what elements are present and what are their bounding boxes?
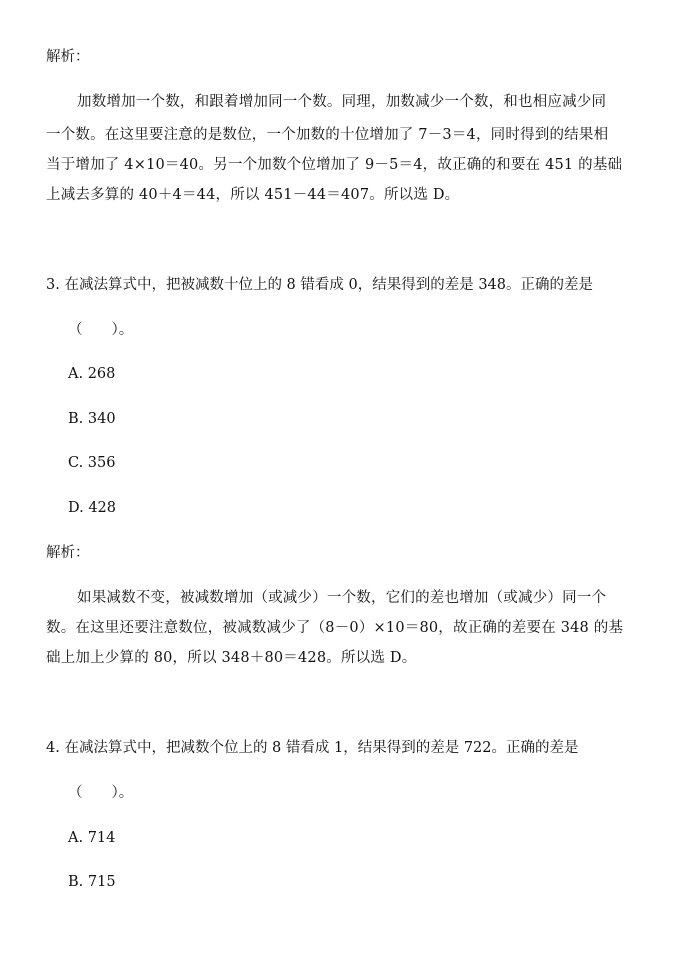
answer-blank: （ ）。 [68,322,134,338]
option-a: A. 268 [68,366,116,382]
analysis-line: 础上加上少算的 80，所以 348＋80＝428。所以选 D。 [46,650,417,666]
analysis-label: 解析： [46,545,90,561]
question-stem: 4. 在减法算式中，把减数个位上的 8 错看成 1，结果得到的差是 722。正确的差是 [46,740,579,756]
analysis-line: 上减去多算的 40＋4＝44，所以 451－44＝407。所以选 D。 [46,187,460,203]
question-stem: 3. 在减法算式中，把被减数十位上的 8 错看成 0，结果得到的差是 348。正确的差是 [46,277,594,293]
analysis-line: 如果减数不变，被减数增加（或减少）一个数，它们的差也增加（或减少）同一个 [77,590,607,606]
option-a: A. 714 [68,830,116,846]
option-d: D. 428 [68,500,117,516]
analysis-line: 数。在这里还要注意数位，被减数减少了（8－0）×10＝80，故正确的差要在 348 的基 [46,620,624,636]
option-b: B. 715 [68,874,116,890]
analysis-label: 解析： [46,49,90,65]
option-c: C. 356 [68,455,116,471]
answer-blank: （ ）。 [68,785,134,801]
analysis-line: 一个数。在这里要注意的是数位，一个加数的十位增加了 7－3＝4，同时得到的结果相 [46,127,609,143]
analysis-line: 加数增加一个数，和跟着增加同一个数。同理，加数减少一个数，和也相应减少同 [77,94,607,110]
analysis-line: 当于增加了 4×10＝40。另一个加数个位增加了 9－5＝4，故正确的和要在 451 的基础 [46,157,623,173]
option-b: B. 340 [68,411,116,427]
